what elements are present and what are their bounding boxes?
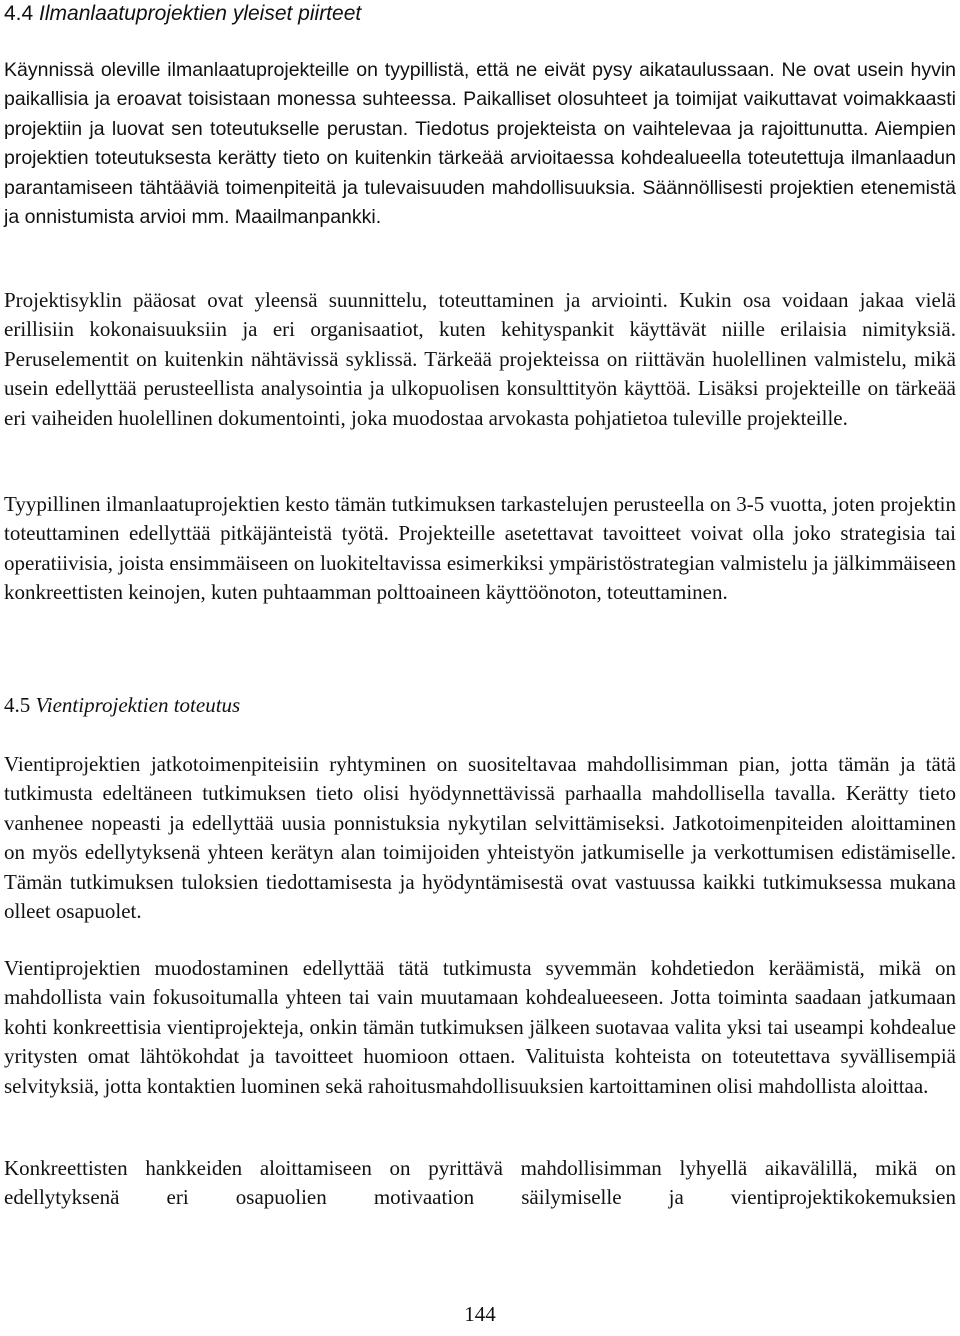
section-title: Vientiprojektien toteutus — [35, 693, 241, 717]
paragraph-4-5-1 — [4, 750, 956, 926]
paragraph-text: Projektisyklin pääosat ovat yleensä suunnittelu, toteuttaminen ja arviointi. Kukin osa voidaan jakaa vielä erillisiin kokonaisuuksiin ja eri organisaatiot, kuten kehityspankit käyttävät niille erilaisia nimityksiä. Peruselementit on kuitenkin nähtävissä syklissä. Tärkeää projekteissa on riittävän huolellinen valmistelu, mikä usein edellyttää perusteellista analysointia ja ulkopuolisen konsulttityön käyttöä. Lisäksi projekteille on tärkeää eri vaiheiden huolellinen dokumentointi, joka muodostaa arvokasta pohjatietoa tuleville projekteille. — [4, 288, 956, 430]
section-heading-4-4 — [4, 0, 361, 28]
paragraph-4-5-3 — [4, 1154, 956, 1213]
section-number: 4.4 — [4, 2, 34, 25]
paragraph-4-4-1 — [4, 56, 956, 232]
paragraph-4-4-3 — [4, 490, 956, 608]
paragraph-4-4-2 — [4, 286, 956, 433]
paragraph-text: Konkreettisten hankkeiden aloittamiseen on pyrittävä mahdollisimman lyhyellä aikavälillä, mikä on edellytyksenä eri osapuolien motivaation säilymiselle ja vientiprojektikokemuksien — [4, 1156, 956, 1210]
paragraph-text: Käynnissä oleville ilmanlaatuprojekteille on tyypillistä, että ne eivät pysy aikataulussaan. Ne ovat usein hyvin paikallisia ja eroavat toisistaan monessa suhteessa. Paikalliset olosuhteet ja toimijat vaikuttavat voimakkaasti projektiin ja luovat sen toteutukselle perustan. Tiedotus projekteista on vaihtelevaa ja rajoittunutta. Aiempien projektien toteutuksesta kerätty tieto on kuitenkin tärkeää arvioitaessa kohdealueella toteutettuja ilmanlaadun parantamiseen tähtääviä toimenpiteitä ja tulevaisuuden mahdollisuuksia. Säännöllisesti projektien etenemistä ja onnistumista arvioi mm. Maailmanpankki. — [4, 59, 956, 229]
paragraph-text: Tyypillinen ilmanlaatuprojektien kesto tämän tutkimuksen tarkastelujen perusteella on 3-5 vuotta, joten projektin toteuttaminen edellyttää pitkäjänteistä työtä. Projekteille asetettavat tavoitteet voivat olla joko strategisia tai operatiivisia, joista ensimmäiseen on luokiteltavissa esimerkiksi ympäristöstrategian valmistelu ja jälkimmäiseen konkreettisten keinojen, kuten puhtaamman polttoaineen käyttöönoton, toteuttaminen. — [4, 492, 956, 605]
paragraph-text: Vientiprojektien jatkotoimenpiteisiin ryhtyminen on suositeltavaa mahdollisimman pian, jotta tämän ja tätä tutkimusta edeltäneen tutkimuksen tieto olisi hyödynnettävissä parhaalla mahdollisella tavalla. Kerätty tieto vanhenee nopeasti ja edellyttää uusia ponnistuksia nykytilan selvittämiseksi. Jatkotoimenpiteiden aloittaminen on myös edellytyksenä yhteen kerätyn alan toimijoiden yhteistyön jatkumiselle ja verkottumisen edistämiselle. Tämän tutkimuksen tuloksien tiedottamisesta ja hyödyntämisestä ovat vastuussa kaikki tutkimuksessa mukana olleet osapuolet. — [4, 752, 956, 924]
paragraph-4-5-2 — [4, 954, 956, 1101]
section-heading-4-5 — [4, 691, 240, 719]
page-number: 144 — [464, 1302, 496, 1326]
section-title: Ilmanlaatuprojektien yleiset piirteet — [39, 2, 362, 25]
paragraph-text: Vientiprojektien muodostaminen edellyttää tätä tutkimusta syvemmän kohdetiedon keräämistä, mikä on mahdollista vain fokusoitumalla yhteen tai vain muutamaan kohdealueeseen. Jotta toiminta saadaan jatkumaan kohti konkreettisia vientiprojekteja, onkin tämän tutkimuksen jälkeen suotavaa valita yksi tai useampi kohdealue yritysten omat lähtökohdat ja tavoitteet huomioon ottaen. Valituista kohteista on toteutettava syvällisempiä selvityksiä, jotta kontaktien luominen sekä rahoitusmahdollisuuksien kartoittaminen olisi mahdollista aloittaa. — [4, 956, 956, 1098]
section-number: 4.5 — [4, 693, 31, 717]
